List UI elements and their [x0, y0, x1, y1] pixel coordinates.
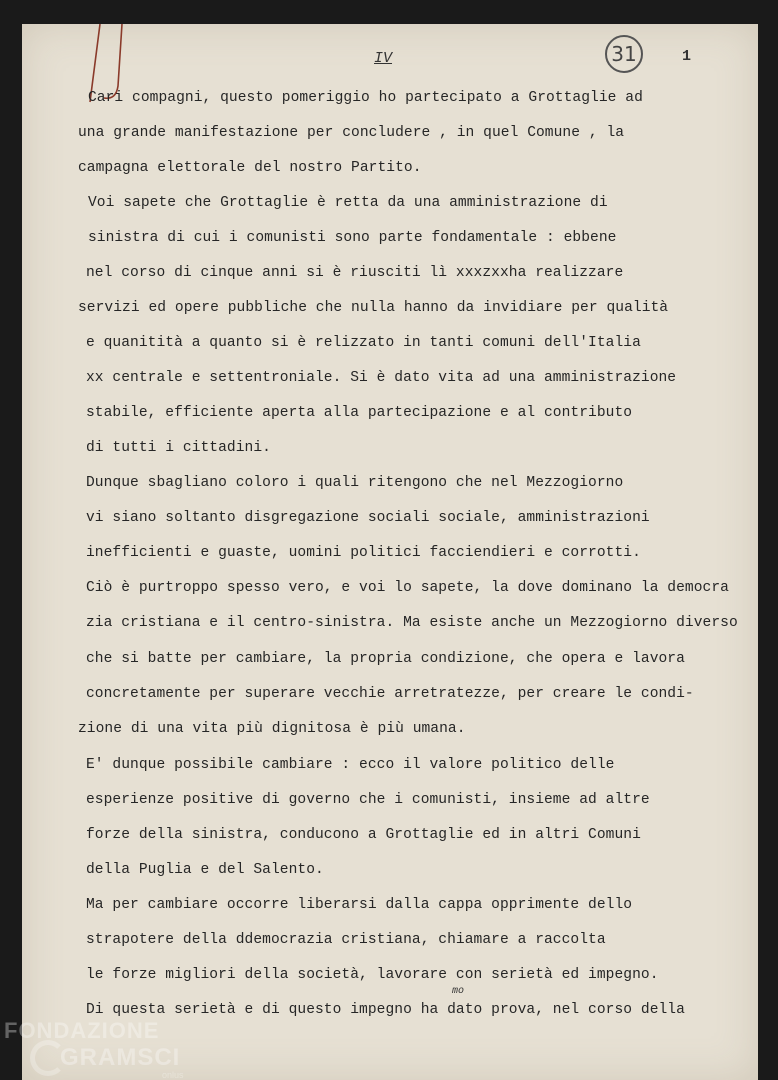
text-line: sinistra di cui i comunisti sono parte fondamentale : ebbene — [88, 230, 617, 246]
text-line: che si batte per cambiare, la propria condizione, che opera e lavora — [86, 651, 685, 667]
document-page — [22, 24, 758, 1080]
watermark-top: FONDAZIONE — [4, 1018, 160, 1043]
text-line: le forze migliori della società, lavorare con serietà ed impegno. — [86, 967, 659, 983]
text-line: Voi sapete che Grottaglie è retta da una amministrazione di — [88, 195, 608, 211]
text-line: zione di una vita più dignitosa è più umana. — [78, 721, 466, 737]
text-line: Di questa serietà e di questo impegno ha dato prova, nel corso della — [86, 1002, 685, 1018]
handwritten-insertion: mo — [452, 986, 465, 997]
text-line: e quanitità a quanto si è relizzato in tanti comuni dell'Italia — [86, 335, 641, 351]
text-line: campagna elettorale del nostro Partito. — [78, 160, 422, 176]
text-line: E' dunque possibile cambiare : ecco il valore politico delle — [86, 757, 615, 773]
text-line: concretamente per superare vecchie arretratezze, per creare le condi- — [86, 686, 694, 702]
text-line: vi siano soltanto disgregazione sociali sociale, amministrazioni — [86, 510, 650, 526]
text-line: esperienze positive di governo che i comunisti, insieme ad altre — [86, 792, 650, 808]
text-line: forze della sinistra, conducono a Grottaglie ed in altri Comuni — [86, 827, 641, 843]
watermark-bottom: GRAMSCI — [60, 1044, 181, 1071]
text-line: Cari compagni, questo pomeriggio ho partecipato a Grottaglie ad — [88, 90, 643, 106]
text-line: Ma per cambiare occorre liberarsi dalla cappa opprimente dello — [86, 897, 633, 913]
section-numeral: IV — [374, 50, 393, 67]
text-line: una grande manifestazione per concludere , in quel Comune , la — [78, 125, 625, 141]
text-line: di tutti i cittadini. — [86, 440, 271, 456]
text-line: stabile, efficiente aperta alla partecipazione e al contributo — [86, 405, 633, 421]
text-line: della Puglia e del Salento. — [86, 862, 324, 878]
text-line: inefficienti e guaste, uomini politici facciendieri e corrotti. — [86, 545, 641, 561]
text-line: nel corso di cinque anni si è riusciti lì xxxzxxha realizzare — [86, 265, 624, 281]
text-line: Ciò è purtroppo spesso vero, e voi lo sapete, la dove dominano la democra — [86, 580, 729, 596]
circled-page-number: 31 — [605, 35, 643, 73]
text-line: Dunque sbagliano coloro i quali ritengono che nel Mezzogiorno — [86, 475, 624, 491]
watermark-suffix: onlus — [162, 1070, 184, 1080]
text-line: strapotere della ddemocrazia cristiana, chiamare a raccolta — [86, 932, 606, 948]
text-line: xx centrale e settentroniale. Si è dato vita ad una amministrazione — [86, 370, 677, 386]
page-number: 1 — [682, 48, 692, 65]
text-line: zia cristiana e il centro-sinistra. Ma esiste anche un Mezzogiorno diverso — [86, 615, 738, 631]
text-line: servizi ed opere pubbliche che nulla hanno da invidiare per qualità — [78, 300, 669, 316]
